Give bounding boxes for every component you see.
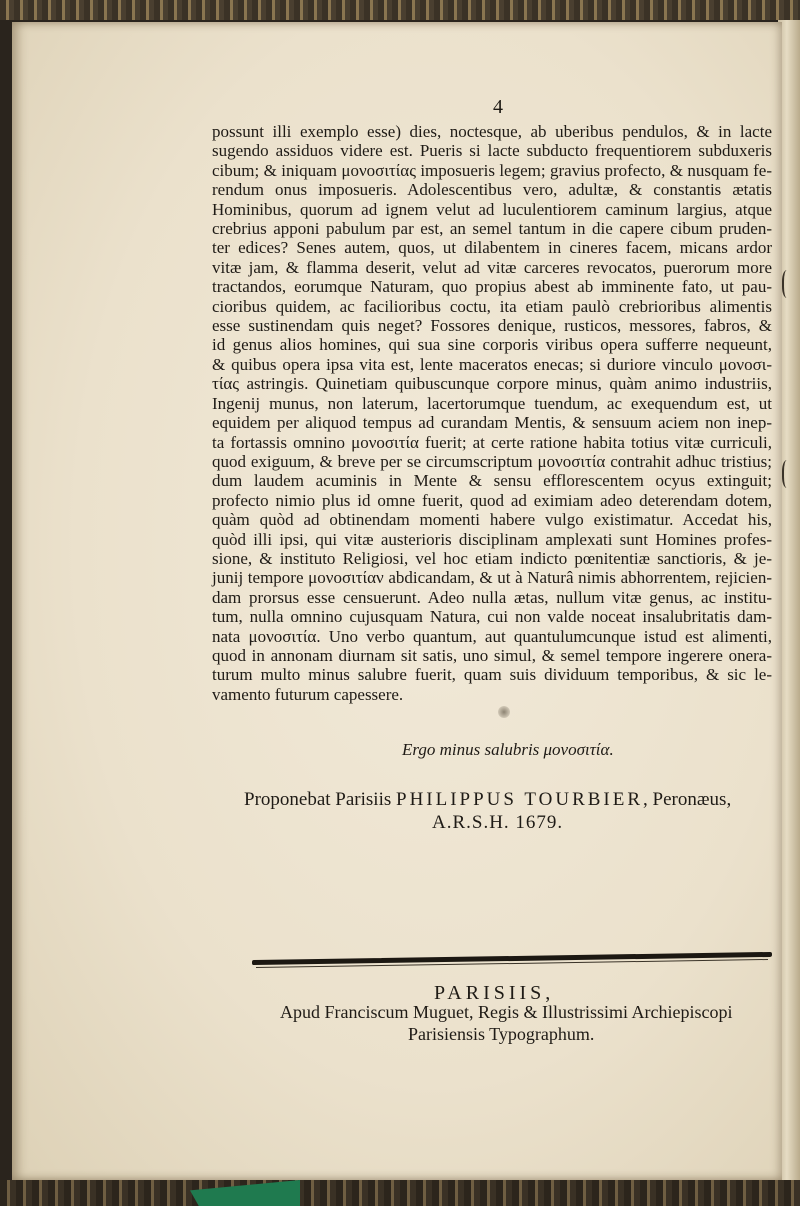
text-line: tractandos, eorumque Naturam, quo propius abest ab imminente fato, ut pau- [212, 277, 772, 297]
text-line: junij tempore μονοσιτίαν abdicandam, & ut à Naturâ nimis abhorrentem, rejicien- [212, 568, 772, 588]
text-line: & quibus opera ipsa vita est, lente maceratos enecas; si duriore vinculo μονοσι- [212, 354, 772, 374]
book-edge-top [0, 0, 800, 20]
text-line: sugendo assiduos videre est. Pueris si lacte subducto frequentiorem subduxeris [212, 141, 772, 161]
text-line: quod in annonam diurnam sit satis, uno simul, & semel tempore ingerere onera- [212, 645, 772, 665]
text-line: possunt illi exemplo esse) dies, noctesque, ab uberibus pendulos, & in lacte [212, 122, 772, 141]
text-line: sione, & instituto Religiosi, vel hoc etiam indicto pœnitentiæ sanctioris, & je- [212, 548, 772, 568]
text-line: dam prorsus esse censuerunt. Adeo nulla ætas, nullum vitæ genus, ac institu- [212, 587, 772, 607]
thesis-body-text [212, 122, 772, 704]
conclusion-line: Ergo minus salubris μονοσιτία. [402, 740, 614, 759]
text-line: dum laudem acuminis in Mente & sensu efflorescentem ocyus extinguit; [212, 471, 772, 491]
text-line: ta fortassis omnino μονοσιτία fuerit; at certe ratione habita totius vitæ curriculi, [212, 432, 772, 452]
text-line: id genus alios homines, qui sua sine corporis viribus opera sufferre nequeunt, [212, 335, 772, 355]
text-line: cibum; & iniquam μονοσιτίας imposueris legem; gravius profecto, & nusquam fe- [212, 160, 772, 180]
text-line: cioribus quidem, ac facilioribus coctu, ita etiam paulò crebrioribus alimentis [212, 296, 772, 316]
text-line: τίας astringis. Quinetiam quibuscunque corpore minus, quàm animo industriis, [212, 374, 772, 394]
text-line: tum, nulla omnino cujusquam Natura, cui non valde noceat insalubritatis dam- [212, 607, 772, 627]
proponebat-prefix: Proponebat Parisiis [244, 789, 392, 810]
text-line: ter edices? Senes autem, quos, ut dilabentem in cineres facem, micans ardor [212, 238, 772, 258]
text-line: esse sustinendam quis neget? Fossores denique, rusticos, messores, fabros, & [212, 316, 772, 336]
book-edge-bottom [0, 1180, 800, 1206]
defender-origin: , Peronæus, [643, 789, 732, 810]
facing-page-glyph [782, 460, 794, 488]
text-line: turum multo minus salubre fuerit, quam suis dividuum temporibus, & sic le- [212, 665, 772, 685]
facing-page-glyph [782, 270, 794, 298]
text-line: profecto nimio plus id omne fuerit, quod ad eximiam adeo deterendam dotem, [212, 490, 772, 510]
imprint-place: PARISIIS, [434, 982, 555, 1004]
text-line: vitæ jam, & flamma deserit, velut ad vitæ carceres revocatos, puerorum more [212, 257, 772, 277]
text-line: equidem per aliquod tempus ad curandam Mentis, & sensuum aciem non inep- [212, 413, 772, 433]
defender-name: PHILIPPUS TOURBIER [396, 789, 644, 810]
book-page [12, 22, 782, 1180]
text-line: quòd illi ipsi, qui vitæ austerioris disciplinam amplexati sunt Homines profes- [212, 529, 772, 549]
ink-smudge [498, 706, 510, 718]
text-line: Ingenij munus, non laterum, lacertorumque tuendum, ac exequendum est, ut [212, 393, 772, 413]
text-line: rendum onus imposueris. Adolescentibus vero, adultæ, & constantis ætatis [212, 180, 772, 200]
text-line: quod exiguum, & breve per se circumscriptum μονοσιτία contrahit adhuc tristius; [212, 451, 772, 471]
text-line: nata μονοσιτία. Uno verbo quantum, aut quantulumcunque istud est alimenti, [212, 626, 772, 646]
text-line: crebrius apponi pabulum par est, an semel tantum in die capere cibum pruden- [212, 219, 772, 239]
text-line: vamento futurum capessere. [212, 684, 404, 704]
text-line: quàm quòd ad obtinendam momenti habere vulgo existimatur. Accedat his, [212, 510, 772, 530]
defender-line [244, 789, 784, 811]
page-number: 4 [493, 96, 503, 118]
text-line: Hominibus, quorum ad ignem velut ad luculentiorem caminum largius, atque [212, 199, 772, 219]
thesis-date: A.R.S.H. 1679. [432, 812, 564, 833]
imprint-typographer: Parisiensis Typographum. [408, 1024, 595, 1044]
imprint-printer: Apud Franciscum Muguet, Regis & Illustrissimi Archiepiscopi [280, 1002, 733, 1022]
